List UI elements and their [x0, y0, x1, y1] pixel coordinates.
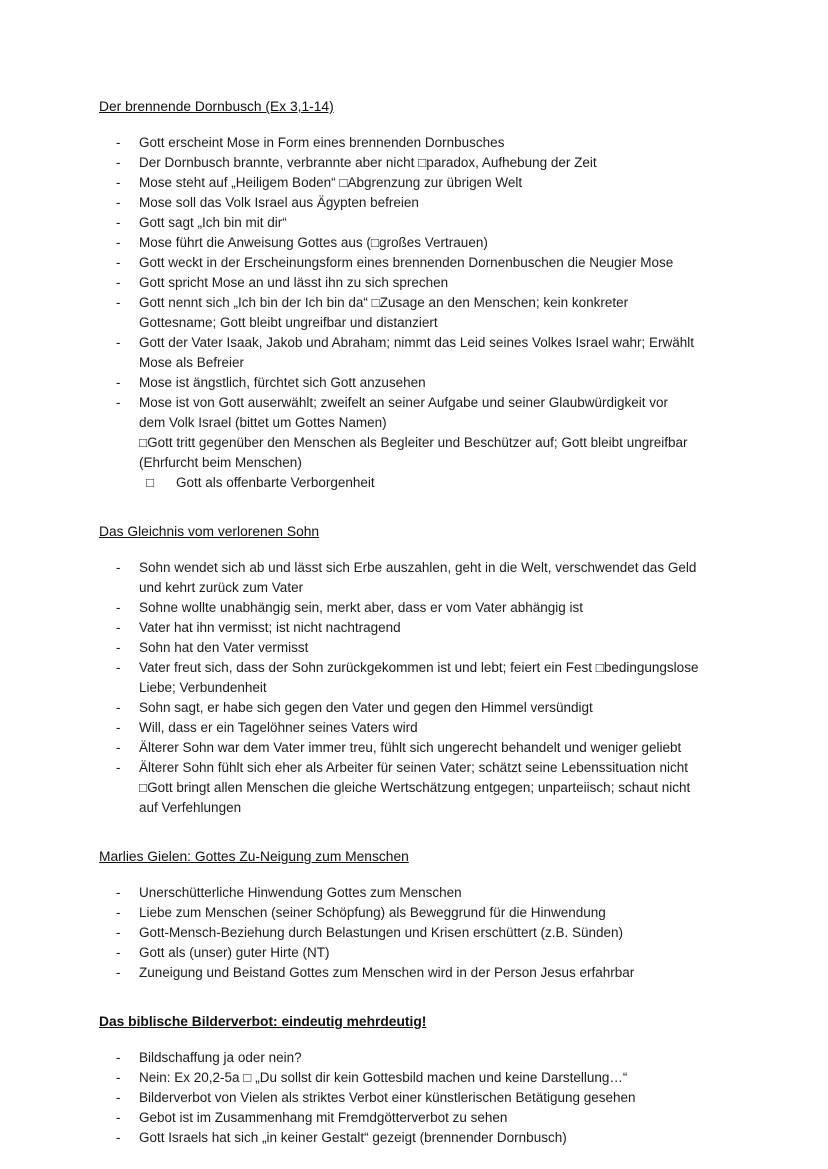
bullet-marker: - — [116, 965, 121, 980]
list-item-text — [139, 273, 729, 293]
list-item-text — [139, 1068, 729, 1088]
list-item-text — [139, 923, 729, 943]
item-line: Vater hat ihn vermisst; ist nicht nachtragend — [139, 620, 401, 635]
list-item-text — [139, 598, 729, 618]
list-item — [116, 273, 729, 293]
list-item — [116, 903, 729, 923]
bullet-marker: - — [116, 760, 121, 775]
item-line: □Gott bringt allen Menschen die gleiche Wertschätzung entgegen; unparteiisch; schaut nicht — [139, 780, 691, 795]
list-item — [116, 883, 729, 903]
bullet-list — [116, 133, 729, 493]
item-line: Mose soll das Volk Israel aus Ägypten befreien — [139, 195, 419, 210]
item-line: Gott erscheint Mose in Form eines brennenden Dornbusches — [139, 135, 505, 150]
list-item-text — [139, 253, 729, 273]
sub-item — [146, 473, 729, 493]
list-item-text — [139, 618, 729, 638]
bullet-marker: - — [116, 155, 121, 170]
list-item — [116, 1108, 729, 1128]
list-item — [116, 943, 729, 963]
list-item — [116, 253, 729, 273]
bullet-marker: - — [116, 700, 121, 715]
list-item — [116, 923, 729, 943]
section — [99, 522, 729, 818]
bullet-marker: - — [116, 925, 121, 940]
list-item-text — [139, 718, 729, 738]
list-item-text — [139, 738, 729, 758]
item-line: Gott Israels hat sich „in keiner Gestalt“ gezeigt (brennender Dornbusch) — [139, 1130, 567, 1145]
list-item-text — [139, 558, 729, 598]
bullet-marker: - — [116, 255, 121, 270]
bullet-marker: - — [116, 275, 121, 290]
list-item-text — [139, 1048, 729, 1068]
list-item-text — [139, 233, 729, 253]
list-item-text — [139, 943, 729, 963]
item-line: Liebe; Verbundenheit — [139, 680, 267, 695]
list-item — [116, 233, 729, 253]
bullet-list — [116, 558, 729, 818]
item-line: Der Dornbusch brannte, verbrannte aber nicht □paradox, Aufhebung der Zeit — [139, 155, 597, 170]
bullet-marker: - — [116, 740, 121, 755]
sub-item-text: Gott als offenbarte Verborgenheit — [176, 475, 375, 490]
item-line: Vater freut sich, dass der Sohn zurückgekommen ist und lebt; feiert ein Fest □bedingungslose — [139, 660, 699, 675]
list-item-text — [139, 903, 729, 923]
missing-glyph-box-icon: □ — [146, 475, 155, 490]
bullet-marker: - — [116, 905, 121, 920]
item-line: Gott der Vater Isaak, Jakob und Abraham; nimmt das Leid seines Volkes Israel wahr; Erwählt — [139, 335, 695, 350]
bullet-marker: - — [116, 195, 121, 210]
list-item — [116, 393, 729, 473]
list-item — [116, 1128, 729, 1148]
item-line: Mose ist ängstlich, fürchtet sich Gott anzusehen — [139, 375, 426, 390]
bullet-marker: - — [116, 375, 121, 390]
list-item-text — [139, 373, 729, 393]
bullet-list — [116, 883, 729, 983]
section-heading: Das biblische Bilderverbot: eindeutig mehrdeutig! — [99, 1014, 427, 1029]
list-item — [116, 758, 729, 818]
item-line: Gebot ist im Zusammenhang mit Fremdgötterverbot zu sehen — [139, 1110, 508, 1125]
list-item — [116, 1068, 729, 1088]
list-item-text — [139, 393, 729, 473]
item-line: Gott sagt „Ich bin mit dir“ — [139, 215, 287, 230]
item-line: Älterer Sohn fühlt sich eher als Arbeiter für seinen Vater; schätzt seine Lebenssituation nicht — [139, 760, 689, 775]
list-item-text — [139, 193, 729, 213]
list-item — [116, 193, 729, 213]
bullet-marker: - — [116, 1070, 121, 1085]
item-line: Mose als Befreier — [139, 355, 245, 370]
item-line: Gott als (unser) guter Hirte (NT) — [139, 945, 330, 960]
list-item-text — [139, 333, 729, 373]
list-item-text — [139, 153, 729, 173]
item-line: □Gott tritt gegenüber den Menschen als Begleiter und Beschützer auf; Gott bleibt ungreifbar — [139, 435, 688, 450]
list-item — [116, 598, 729, 618]
bullet-marker: - — [116, 600, 121, 615]
item-line: Bilderverbot von Vielen als striktes Verbot einer künstlerischen Betätigung gesehen — [139, 1090, 636, 1105]
section-heading: Marlies Gielen: Gottes Zu-Neigung zum Menschen — [99, 849, 409, 864]
item-line: Gott weckt in der Erscheinungsform eines brennenden Dornenbuschen die Neugier Mose — [139, 255, 674, 270]
item-line: Bildschaffung ja oder nein? — [139, 1050, 302, 1065]
list-item — [116, 718, 729, 738]
list-item — [116, 658, 729, 698]
item-line: Gottesname; Gott bleibt ungreifbar und distanziert — [139, 315, 438, 330]
bullet-marker: - — [116, 1110, 121, 1125]
item-line: Gott-Mensch-Beziehung durch Belastungen und Krisen erschüttert (z.B. Sünden) — [139, 925, 624, 940]
bullet-marker: - — [116, 335, 121, 350]
bullet-marker: - — [116, 215, 121, 230]
section — [99, 847, 729, 983]
item-line: Zuneigung und Beistand Gottes zum Menschen wird in der Person Jesus erfahrbar — [139, 965, 635, 980]
item-line: Nein: Ex 20,2-5a □ „Du sollst dir kein Gottesbild machen und keine Darstellung…“ — [139, 1070, 628, 1085]
bullet-marker: - — [116, 885, 121, 900]
bullet-marker: - — [116, 395, 121, 410]
item-line: Mose ist von Gott auserwählt; zweifelt an seiner Aufgabe und seiner Glaubwürdigkeit vor — [139, 395, 669, 410]
list-item — [116, 1088, 729, 1108]
item-line: Will, dass er ein Tagelöhner seines Vaters wird — [139, 720, 418, 735]
list-item — [116, 638, 729, 658]
list-item-text — [139, 173, 729, 193]
list-item — [116, 618, 729, 638]
list-item — [116, 293, 729, 333]
list-item — [116, 133, 729, 153]
item-line: Sohn wendet sich ab und lässt sich Erbe auszahlen, geht in die Welt, verschwendet das Geld — [139, 560, 697, 575]
bullet-marker: - — [116, 1090, 121, 1105]
list-item-text — [139, 638, 729, 658]
list-item — [116, 738, 729, 758]
list-item-text — [139, 963, 729, 983]
section-heading: Der brennende Dornbusch (Ex 3,1-14) — [99, 99, 334, 114]
list-item-text — [139, 883, 729, 903]
list-item-text — [139, 293, 729, 333]
item-line: und kehrt zurück zum Vater — [139, 580, 304, 595]
list-item — [116, 698, 729, 718]
bullet-marker: - — [116, 945, 121, 960]
bullet-marker: - — [116, 1130, 121, 1145]
item-line: Gott spricht Mose an und lässt ihn zu sich sprechen — [139, 275, 449, 290]
list-item — [116, 963, 729, 983]
section-heading: Das Gleichnis vom verlorenen Sohn — [99, 524, 320, 539]
item-line: dem Volk Israel (bittet um Gottes Namen) — [139, 415, 387, 430]
list-item — [116, 373, 729, 393]
bullet-marker: - — [116, 1050, 121, 1065]
list-item-text — [139, 1128, 729, 1148]
bullet-marker: - — [116, 720, 121, 735]
bullet-marker: - — [116, 640, 121, 655]
bullet-marker: - — [116, 660, 121, 675]
item-line: (Ehrfurcht beim Menschen) — [139, 455, 302, 470]
bullet-marker: - — [116, 295, 121, 310]
item-line: Sohn sagt, er habe sich gegen den Vater und gegen den Himmel versündigt — [139, 700, 593, 715]
list-item-text — [139, 1108, 729, 1128]
list-item — [116, 173, 729, 193]
section — [99, 1012, 729, 1148]
item-line: auf Verfehlungen — [139, 800, 242, 815]
item-line: Unerschütterliche Hinwendung Gottes zum Menschen — [139, 885, 462, 900]
section — [99, 97, 729, 493]
list-item — [116, 558, 729, 598]
item-line: Mose führt die Anweisung Gottes aus (□großes Vertrauen) — [139, 235, 488, 250]
bullet-marker: - — [116, 620, 121, 635]
bullet-marker: - — [116, 175, 121, 190]
bullet-marker: - — [116, 235, 121, 250]
item-line: Gott nennt sich „Ich bin der Ich bin da“ □Zusage an den Menschen; kein konkreter — [139, 295, 629, 310]
list-item-text — [139, 213, 729, 233]
bullet-marker: - — [116, 135, 121, 150]
list-item — [116, 333, 729, 373]
list-item-text — [139, 698, 729, 718]
list-item-text — [139, 658, 729, 698]
list-item — [116, 213, 729, 233]
list-item-text — [139, 133, 729, 153]
bullet-list — [116, 1048, 729, 1148]
item-line: Mose steht auf „Heiligem Boden“ □Abgrenzung zur übrigen Welt — [139, 175, 523, 190]
list-item-text — [139, 1088, 729, 1108]
item-line: Liebe zum Menschen (seiner Schöpfung) als Beweggrund für die Hinwendung — [139, 905, 606, 920]
list-item — [116, 153, 729, 173]
list-item — [116, 1048, 729, 1068]
item-line: Sohn hat den Vater vermisst — [139, 640, 309, 655]
list-item-text — [139, 758, 729, 818]
item-line: Älterer Sohn war dem Vater immer treu, fühlt sich ungerecht behandelt und weniger geliebt — [139, 740, 682, 755]
bullet-marker: - — [116, 560, 121, 575]
item-line: Sohne wollte unabhängig sein, merkt aber, dass er vom Vater abhängig ist — [139, 600, 584, 615]
